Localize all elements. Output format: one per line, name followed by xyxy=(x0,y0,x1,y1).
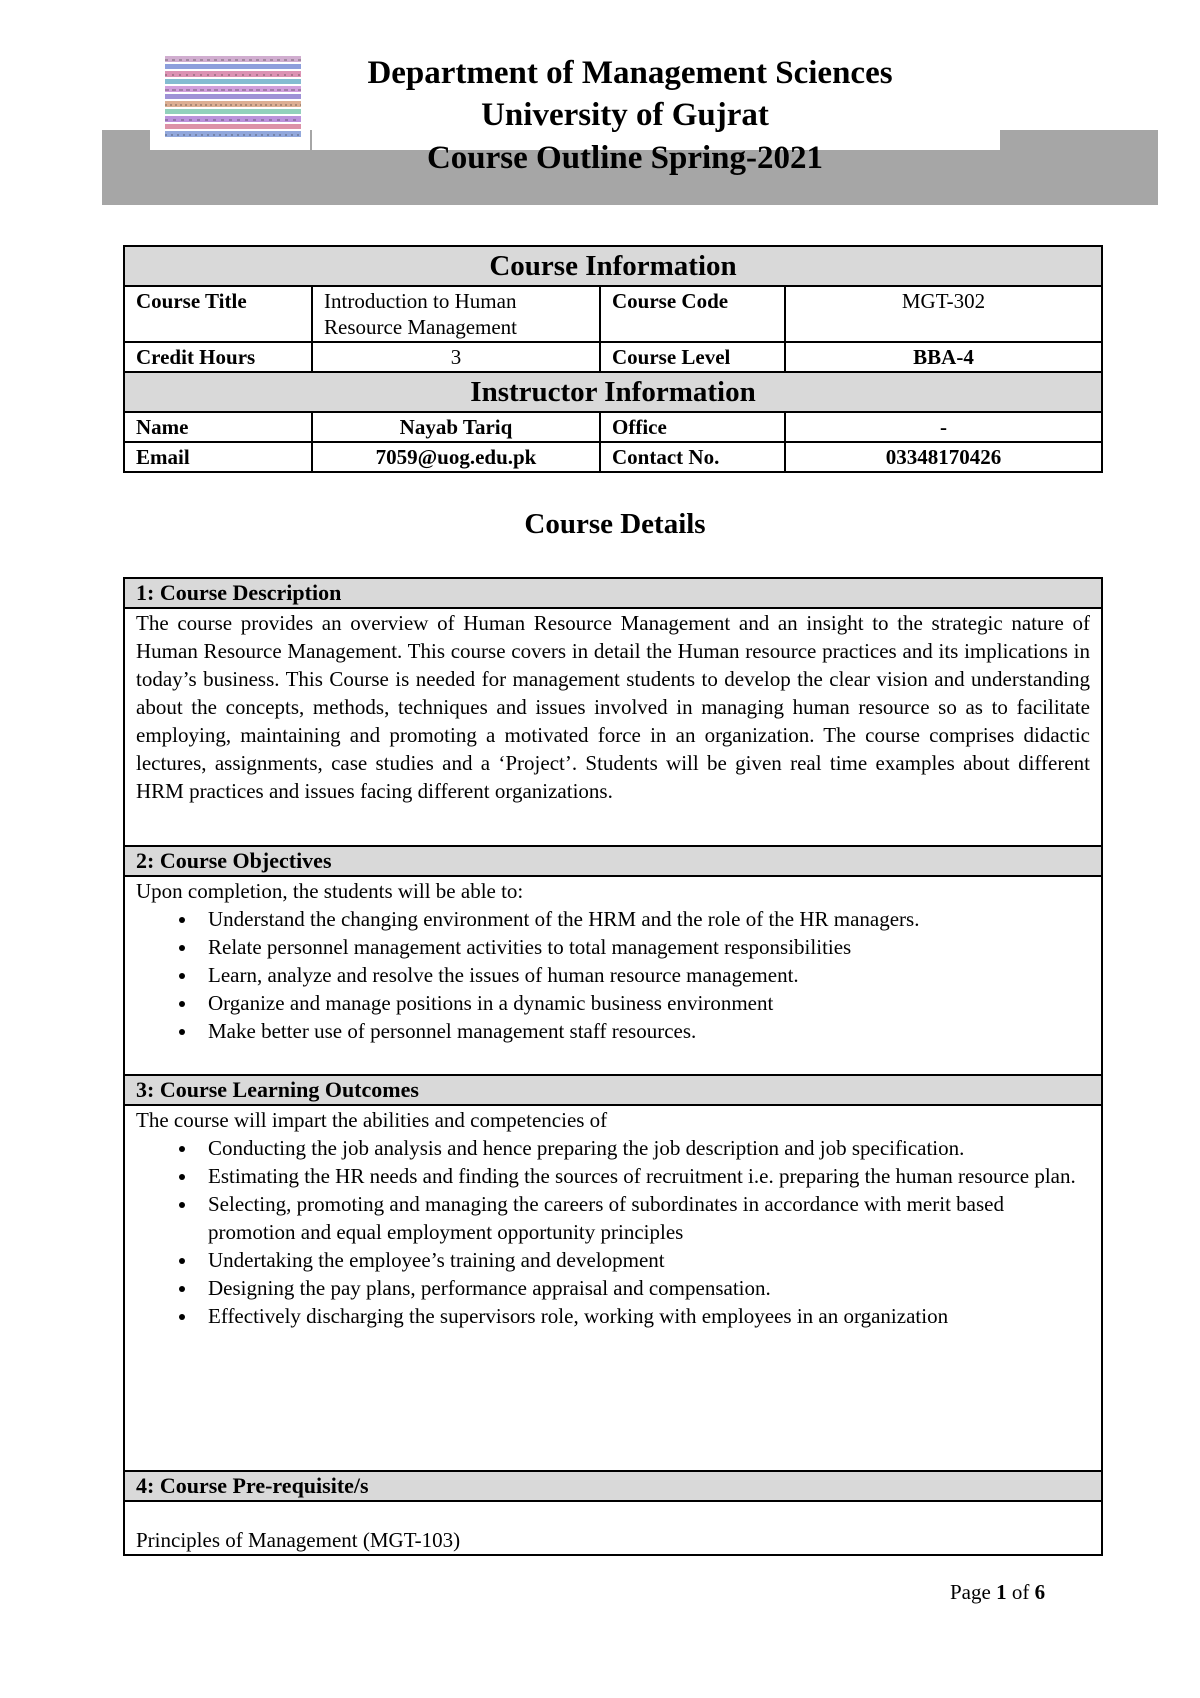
outcomes-body xyxy=(124,1105,1102,1471)
list-item: • Designing the pay plans, performance appraisal and compensation. xyxy=(198,1274,1090,1302)
department-title: Department of Management Sciences xyxy=(367,55,893,91)
course-details-table xyxy=(123,577,1103,1556)
course-title-label: Course Title xyxy=(124,286,312,342)
list-item: • Estimating the HR needs and finding the sources of recruitment i.e. preparing the human resource plan. xyxy=(198,1162,1090,1190)
page-prefix: Page xyxy=(950,1580,991,1604)
office-label: Office xyxy=(600,412,785,442)
course-title-value: Introduction to Human Resource Management xyxy=(312,286,600,342)
list-item: • Organize and manage positions in a dynamic business environment xyxy=(198,989,1090,1017)
current-page: 1 xyxy=(996,1580,1007,1604)
list-item: • Undertaking the employee’s training and development xyxy=(198,1246,1090,1274)
prerequisites-text: Principles of Management (MGT-103) xyxy=(124,1501,1102,1555)
page-indicator xyxy=(950,1580,1045,1605)
credit-hours-label: Credit Hours xyxy=(124,342,312,372)
list-item: • Understand the changing environment of the HRM and the role of the HR managers. xyxy=(198,905,1090,933)
list-item: • Selecting, promoting and managing the careers of subordinates in accordance with merit based promotion and equal employment opportunity principles xyxy=(198,1190,1090,1246)
description-text: The course provides an overview of Human Resource Management and an insight to the strategic nature of Human Resource Management. This course covers in detail the Human resource practices and its implications in today’s business. This Course is needed for management students to develop the clear vision and understanding about the concepts, methods, techniques and issues involved in managing human resource so as to facilitate employing, maintaining and promoting a motivated force in an organization. The course comprises didactic lectures, assignments, case studies and a ‘Project’. Students will be given real time examples about different HRM practices and issues facing different organizations. xyxy=(124,608,1102,846)
name-label: Name xyxy=(124,412,312,442)
instructor-name-value: Nayab Tariq xyxy=(312,412,600,442)
objectives-heading: 2: Course Objectives xyxy=(124,846,1102,876)
objectives-body xyxy=(124,876,1102,1075)
total-pages: 6 xyxy=(1034,1580,1046,1604)
objectives-list xyxy=(136,905,1090,1045)
office-value: - xyxy=(785,412,1102,442)
email-value[interactable]: 7059@uog.edu.pk xyxy=(312,442,600,472)
contact-label: Contact No. xyxy=(600,442,785,472)
course-level-label: Course Level xyxy=(600,342,785,372)
list-item: • Effectively discharging the supervisors role, working with employees in an organization xyxy=(198,1302,1090,1330)
outcomes-list xyxy=(136,1134,1090,1330)
list-item: • Relate personnel management activities to total management responsibilities xyxy=(198,933,1090,961)
course-code-value: MGT-302 xyxy=(785,286,1102,342)
instructor-information-heading: Instructor Information xyxy=(124,372,1102,412)
outcomes-intro: The course will impart the abilities and competencies of xyxy=(136,1108,608,1132)
course-info-table xyxy=(123,245,1103,473)
course-code-label: Course Code xyxy=(600,286,785,342)
course-details-title: Course Details xyxy=(524,508,706,540)
list-item: • Make better use of personnel management staff resources. xyxy=(198,1017,1090,1045)
credit-hours-value: 3 xyxy=(312,342,600,372)
university-title: University of Gujrat xyxy=(481,97,769,133)
description-heading: 1: Course Description xyxy=(124,578,1102,608)
prerequisites-heading: 4: Course Pre-requisite/s xyxy=(124,1471,1102,1501)
objectives-intro: Upon completion, the students will be able to: xyxy=(136,879,524,903)
outcomes-heading: 3: Course Learning Outcomes xyxy=(124,1075,1102,1105)
email-label: Email xyxy=(124,442,312,472)
course-level-value: BBA-4 xyxy=(785,342,1102,372)
contact-value: 03348170426 xyxy=(785,442,1102,472)
page-of: of xyxy=(1011,1580,1030,1604)
course-information-heading: Course Information xyxy=(124,246,1102,286)
course-outline-title: Course Outline Spring-2021 xyxy=(426,140,824,176)
list-item: • Conducting the job analysis and hence preparing the job description and job specification. xyxy=(198,1134,1090,1162)
list-item: • Learn, analyze and resolve the issues of human resource management. xyxy=(198,961,1090,989)
